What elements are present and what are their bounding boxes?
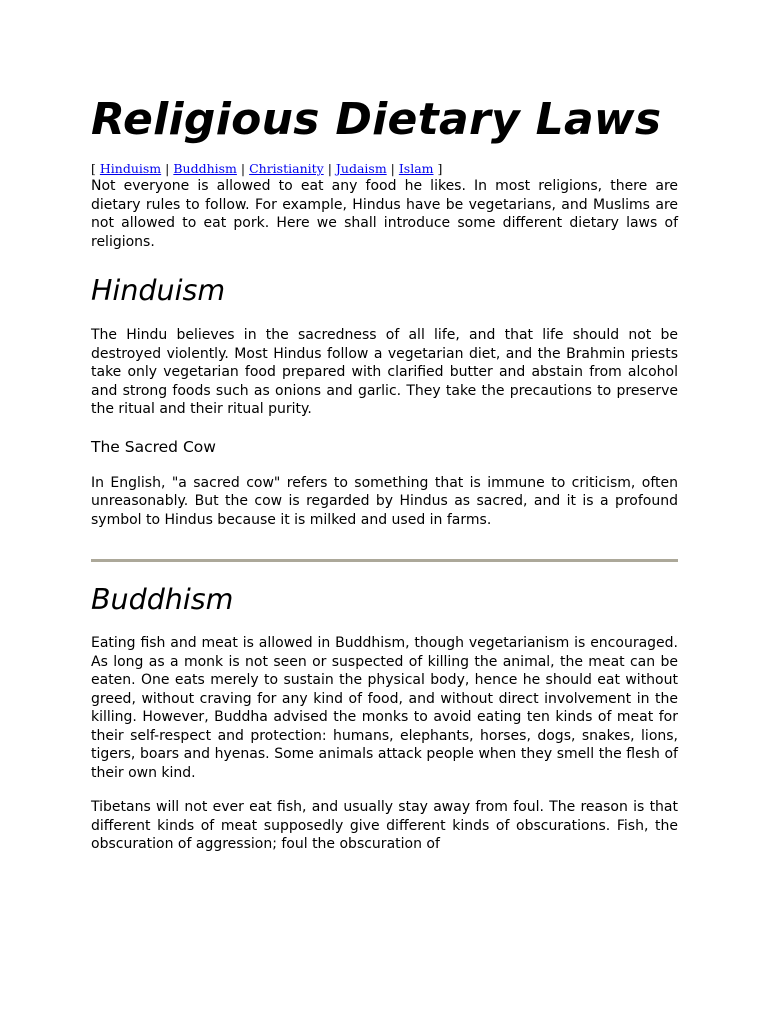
subheading-sacred-cow: The Sacred Cow bbox=[91, 437, 216, 456]
sacred-cow-paragraph: In English, "a sacred cow" refers to something that is immune to criticism, often unreasonably. But the cow is regarded by Hindus as sacred, and it is a profound symbol to Hindus because it is milked and used in farms. bbox=[91, 474, 678, 528]
section-divider bbox=[91, 559, 678, 562]
nav-close-bracket: ] bbox=[437, 161, 443, 176]
document-page bbox=[91, 92, 678, 854]
nav-link-hinduism[interactable]: Hinduism bbox=[99, 161, 162, 176]
page-title: Religious Dietary Laws bbox=[91, 94, 662, 145]
hinduism-paragraph: The Hindu believes in the sacredness of all life, and that life should not be destroyed violently. Most Hindus follow a vegetarian diet, and the Brahmin priests take only vegetarian food prepared with clarified butter and abstain from alcohol and strong foods such as onions and garlic. They take the precautions to preserve the ritual and their ritual purity. bbox=[91, 327, 678, 417]
nav-link-judaism[interactable]: Judaism bbox=[335, 161, 387, 176]
section-nav bbox=[91, 161, 678, 177]
nav-separator: | bbox=[165, 161, 170, 176]
nav-link-christianity[interactable]: Christianity bbox=[249, 161, 324, 176]
nav-open-bracket: [ bbox=[91, 161, 96, 176]
heading-hinduism: Hinduism bbox=[91, 274, 226, 307]
nav-separator: | bbox=[240, 161, 246, 176]
nav-separator: | bbox=[327, 161, 332, 176]
intro-paragraph: Not everyone is allowed to eat any food he likes. In most religions, there are dietary rules to follow. For example, Hindus have be vegetarians, and Muslims are not allowed to eat pork. Here we shall introduce some different dietary laws of religions. bbox=[91, 178, 678, 250]
buddhism-paragraph-2: Tibetans will not ever eat fish, and usually stay away from foul. The reason is that different kinds of meat supposedly give different kinds of obscurations. Fish, the obscuration of aggression; foul the obscuration of bbox=[91, 799, 678, 852]
nav-link-islam[interactable]: Islam bbox=[398, 161, 434, 176]
heading-buddhism: Buddhism bbox=[91, 583, 234, 616]
nav-separator: | bbox=[390, 161, 395, 176]
buddhism-paragraph-1: Eating fish and meat is allowed in Buddhism, though vegetarianism is encouraged. As long as a monk is not seen or suspected of killing the animal, the meat can be eaten. One eats merely to sustain the physical body, hence he should eat without greed, without craving for any kind of food, and without direct involvement in the killing. However, Buddha advised the monks to avoid eating ten kinds of meat for their self-respect and protection: humans, elephants, horses, dogs, snakes, lions, tigers, boars and hyenas. Some animals attack people when they smell the flesh of their own kind. bbox=[91, 635, 678, 781]
nav-link-buddhism[interactable]: Buddhism bbox=[173, 161, 237, 176]
